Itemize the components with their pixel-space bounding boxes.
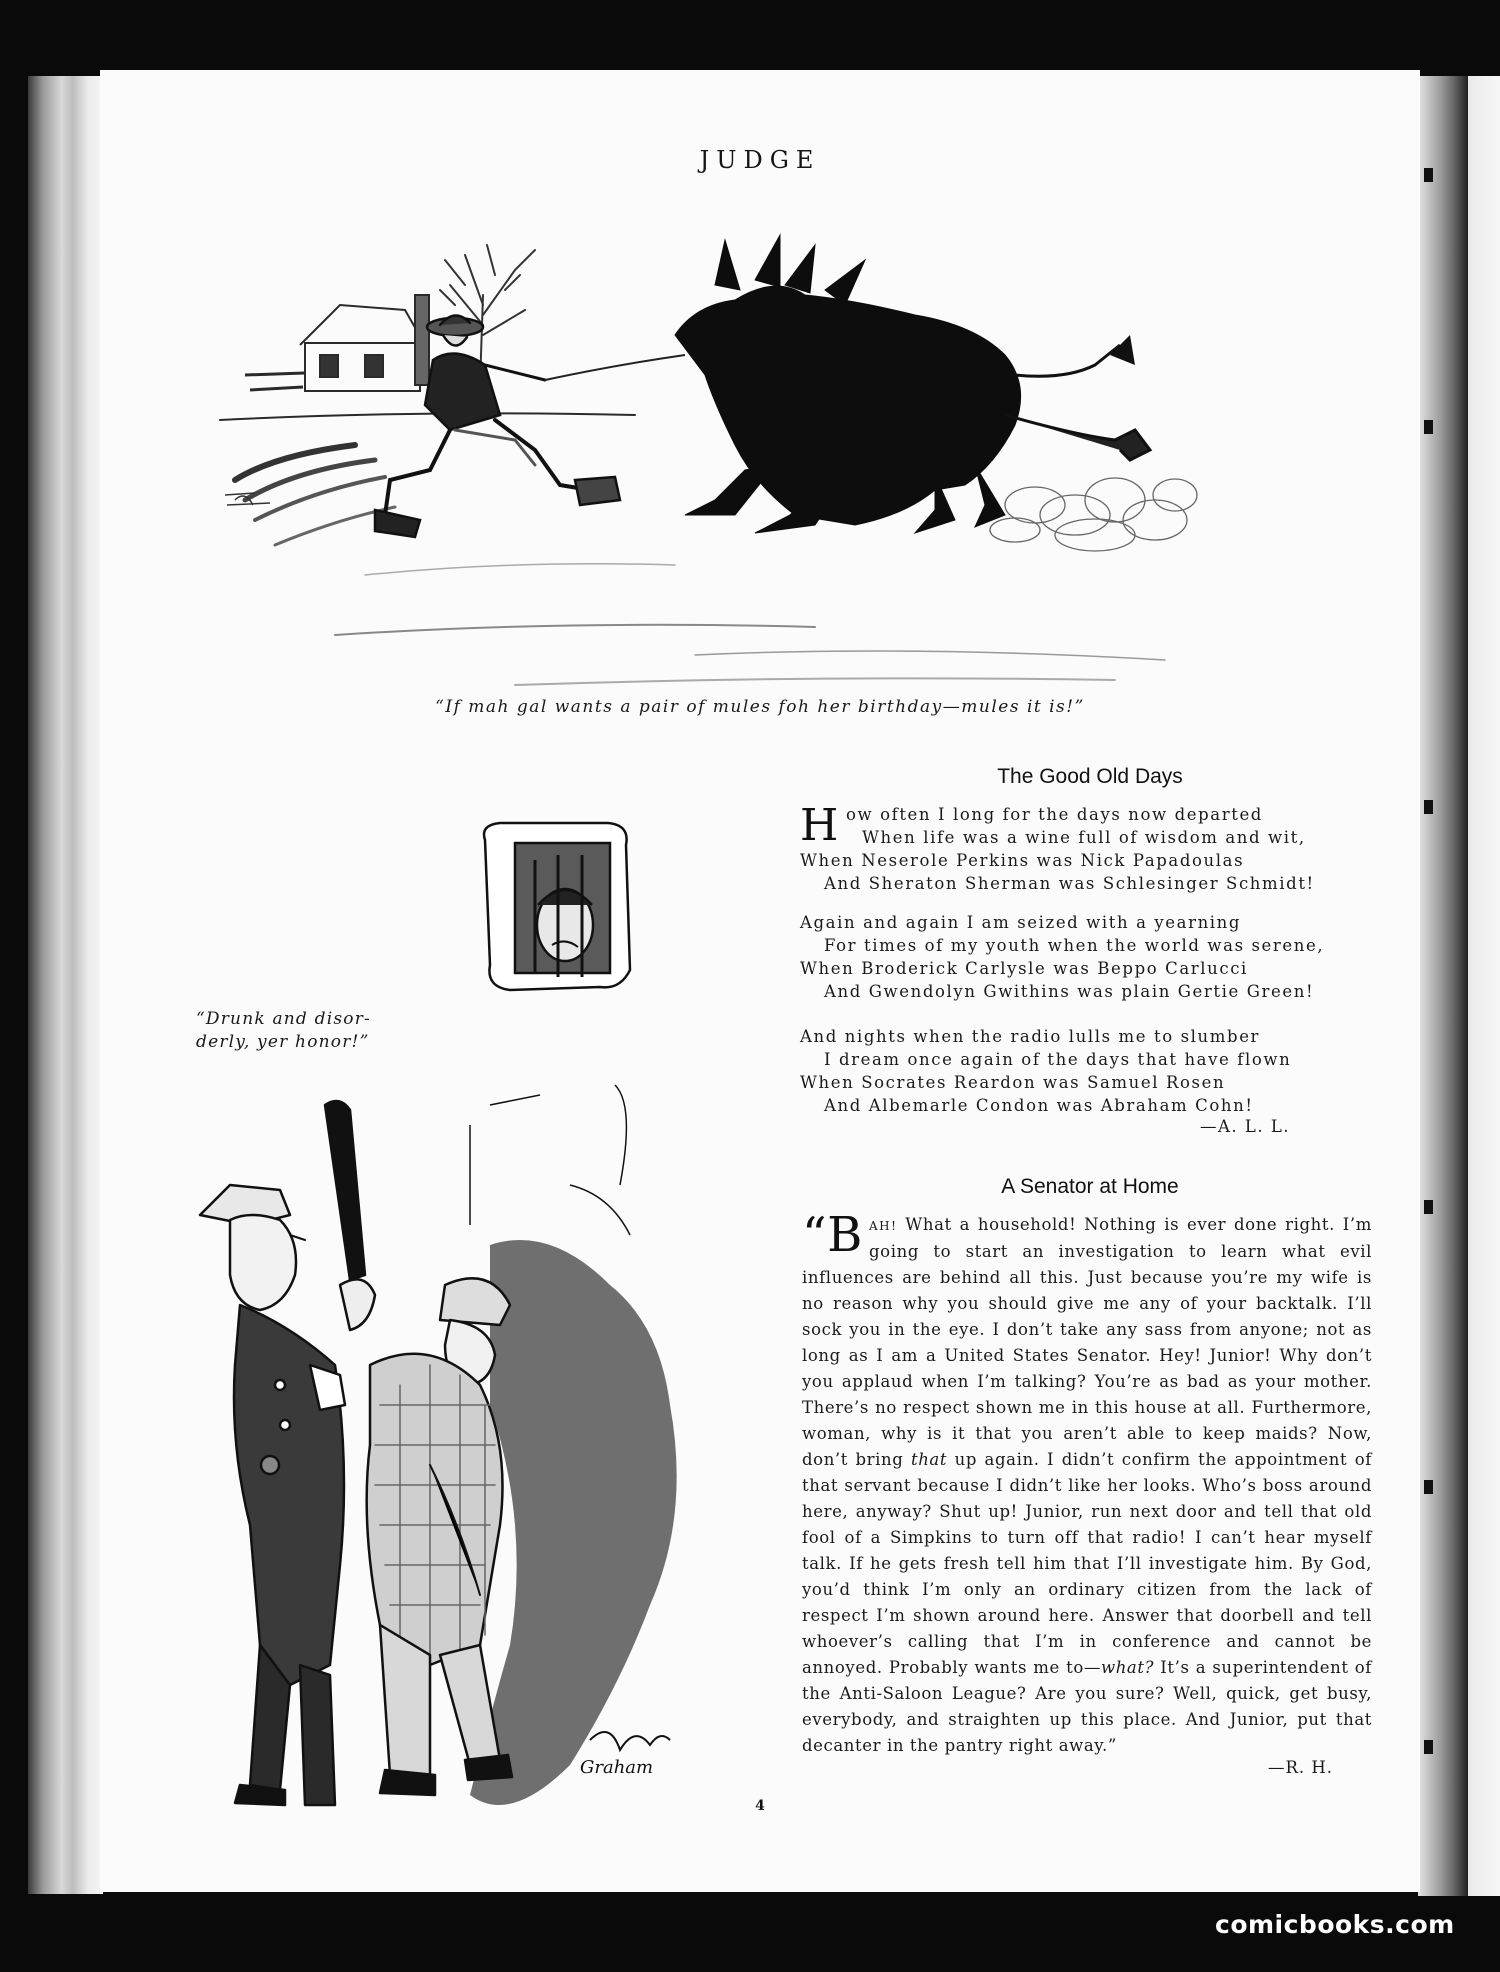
- poem-line: And Albemarle Condon was Abraham Cohn!: [824, 1096, 1254, 1115]
- article-signature: —R. H.: [1268, 1758, 1334, 1777]
- poem-stanza-3: [800, 1025, 1380, 1117]
- binding-tick: [1424, 420, 1433, 434]
- drunk-cartoon-caption: [196, 1008, 416, 1054]
- poem-line: ow often I long for the days now departed: [845, 805, 1263, 824]
- poem-line: And nights when the radio lulls me to slumber: [800, 1027, 1261, 1046]
- mule-cartoon-caption: “If mah gal wants a pair of mules foh her birthday—mules it is!”: [435, 697, 1085, 717]
- poem-line: When Broderick Carlysle was Beppo Carlucci: [800, 959, 1248, 978]
- article-dropcap: [802, 1207, 864, 1263]
- poem-line: When life was a wine full of wisdom and wit,: [862, 828, 1306, 847]
- poem-dropcap: H: [800, 800, 840, 851]
- article-emphasis: what?: [1100, 1658, 1155, 1677]
- drunk-caption-line-2: derly, yer honor!”: [196, 1032, 370, 1052]
- poem-line: And Gwendolyn Gwithins was plain Gertie Green!: [824, 982, 1315, 1001]
- page-number: 4: [755, 1798, 765, 1814]
- binding-tick: [1424, 1740, 1433, 1754]
- poem-stanza-1: [800, 800, 1380, 895]
- article-text: What a household! Nothing is ever done right. I’m going to start an investigation to learn what evil influences are behind all this. Just because you’re my wife is no reason why you should give me any of your backtalk. I’ll sock you in the eye. I don’t take any sass from anyone; not as long as I am a United States Senator. Hey! Junior! Why don’t you applaud when I’m talking? You’re as bad as your mother. There’s no respect shown me in this house at all. Furthermore, woman, why is it that you aren’t able to keep maids? Now, don’t bring: [802, 1215, 1372, 1469]
- article-body: [802, 1207, 1372, 1759]
- facing-page-strip: [1468, 76, 1500, 1896]
- book-page-edges-left: [28, 76, 103, 1894]
- poem-line: I dream once again of the days that have flown: [824, 1050, 1292, 1069]
- article-title: A Senator at Home: [1001, 1175, 1179, 1198]
- drunk-caption-line-1: “Drunk and disor-: [196, 1009, 371, 1029]
- binding-tick: [1424, 1200, 1433, 1214]
- poem-line: Again and again I am seized with a yearning: [800, 913, 1242, 932]
- binding-tick: [1424, 1480, 1433, 1494]
- drunk-cartoon-illustration: [190, 765, 750, 1885]
- article-dropcap-letter: B: [827, 1207, 864, 1263]
- poem-line: When Neserole Perkins was Nick Papadoulas: [800, 851, 1245, 870]
- article-emphasis: that: [910, 1450, 948, 1469]
- magazine-page: [100, 70, 1420, 1892]
- binding-tick: [1424, 168, 1433, 182]
- poem-line: For times of my youth when the world was serene,: [824, 936, 1325, 955]
- poem-signature: —A. L. L.: [1200, 1117, 1291, 1136]
- mule-cartoon-illustration: [215, 215, 1285, 730]
- masthead: JUDGE: [699, 146, 821, 174]
- cartoon-signature: Graham: [580, 1757, 654, 1778]
- article-smallcaps: AH!: [869, 1219, 898, 1233]
- article-text: It’s a superintendent of the Anti-Saloon League? Are you sure? Well, quick, get busy, everybody, and straighten up this place. And Junior, put that decanter in the pantry right away.”: [802, 1658, 1372, 1755]
- poem-stanza-2: [800, 911, 1380, 1003]
- poem-line: And Sheraton Sherman was Schlesinger Schmidt!: [824, 874, 1315, 893]
- poem-title: The Good Old Days: [997, 765, 1183, 788]
- article-open-quote: “: [802, 1207, 828, 1263]
- book-binding-gutter: [1418, 76, 1468, 1896]
- binding-tick: [1424, 800, 1433, 814]
- poem-line: When Socrates Reardon was Samuel Rosen: [800, 1073, 1226, 1092]
- article-text: up again. I didn’t confirm the appointment of that servant because I didn’t like her looks. Who’s boss around here, anyway? Shut up! Junior, run next door and tell that old fool of a Simpkins to turn off that radio! I can’t hear myself talk. If he gets fresh tell him that I’ll investigate him. By God, you’d think I’m only an ordinary citizen from the lack of respect I’m shown around here. Answer that doorbell and tell whoever’s calling that I’m in conference and cannot be annoyed. Probably wants me to—: [802, 1450, 1372, 1677]
- site-watermark: comicbooks.com: [1215, 1910, 1455, 1939]
